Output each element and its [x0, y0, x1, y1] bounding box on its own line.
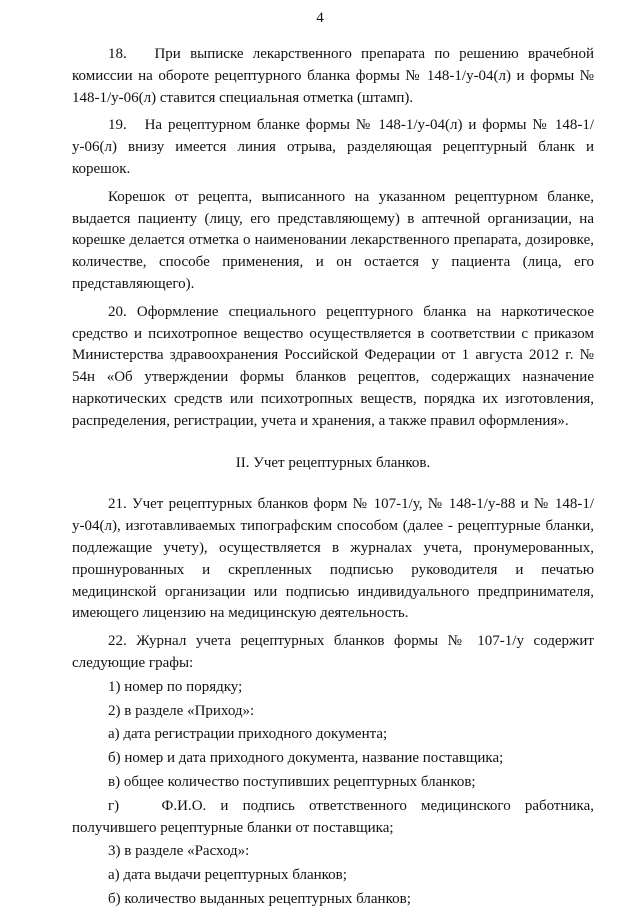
paragraph-18: 18. При выписке лекарственного препарата по решению врачебной комиссии на обороте рецептурного бланка формы № 148-1/у-04(л) и формы № 148-1/у-06(л) ставится специальная отметка (штамп).	[72, 46, 594, 106]
list-item-3a: а) дата выдачи рецептурных бланков;	[108, 867, 347, 884]
list-item-2b: б) номер и дата приходного документа, название поставщика;	[108, 750, 504, 767]
document-body	[72, 44, 594, 911]
paragraph-20: 20. Оформление специального рецептурного бланка на наркотическое средство и психотропное вещество осуществляется в соответствии с приказом Министерства здравоохранения Российской Федерации от 1 августа 2012 г. № 54н «Об утверждении формы бланков рецептов, содержащих назначение наркотических средств или психотропных веществ, порядка их изготовления, распределения, регистрации, учета и хранения, а также правил оформления».	[72, 303, 594, 429]
list-item-3: 3) в разделе «Расход»:	[108, 843, 250, 860]
paragraph-21: 21. Учет рецептурных бланков форм № 107-1/у, № 148-1/у-88 и № 148-1/у-04(л), изготавливаемых типографским способом (далее - рецептурные бланки, подлежащие учету), осуществляется в журналах учета, пронумерованных, прошнурованных и скрепленных подписью руководителя и печатью медицинской организации или подписью индивидуального предпринимателя, имеющего лицензию на медицинскую деятельность.	[72, 496, 594, 622]
list-item-2: 2) в разделе «Приход»:	[108, 702, 255, 719]
list-item-2c: в) общее количество поступивших рецептурных бланков;	[108, 773, 476, 790]
paragraph-19: 19. На рецептурном бланке формы № 148-1/у-04(л) и формы № 148-1/у-06(л) внизу имеется линия отрыва, разделяющая рецептурный бланк и корешок.	[72, 117, 594, 177]
page-number: 4	[316, 10, 324, 26]
list-item-1: 1) номер по порядку;	[108, 678, 243, 695]
list-item-2d: г) Ф.И.О. и подпись ответственного медицинского работника, получившего рецептурные бланки от поставщика;	[72, 797, 594, 836]
paragraph-19-stub: Корешок от рецепта, выписанного на указанном рецептурном бланке, выдается пациенту (лицу, его представляющему) в аптечной организации, на корешке делается отметка о наименовании лекарственного препарата, дозировке, количестве, способе применения, и он остается у пациента (лица, его представляющего).	[72, 188, 594, 292]
section-title: II. Учет рецептурных бланков.	[235, 454, 431, 471]
list-item-2a: а) дата регистрации приходного документа;	[108, 726, 388, 743]
paragraph-22: 22. Журнал учета рецептурных бланков формы № 107-1/у содержит следующие графы:	[72, 633, 594, 671]
list-item-3b: б) количество выданных рецептурных бланков;	[108, 890, 411, 907]
